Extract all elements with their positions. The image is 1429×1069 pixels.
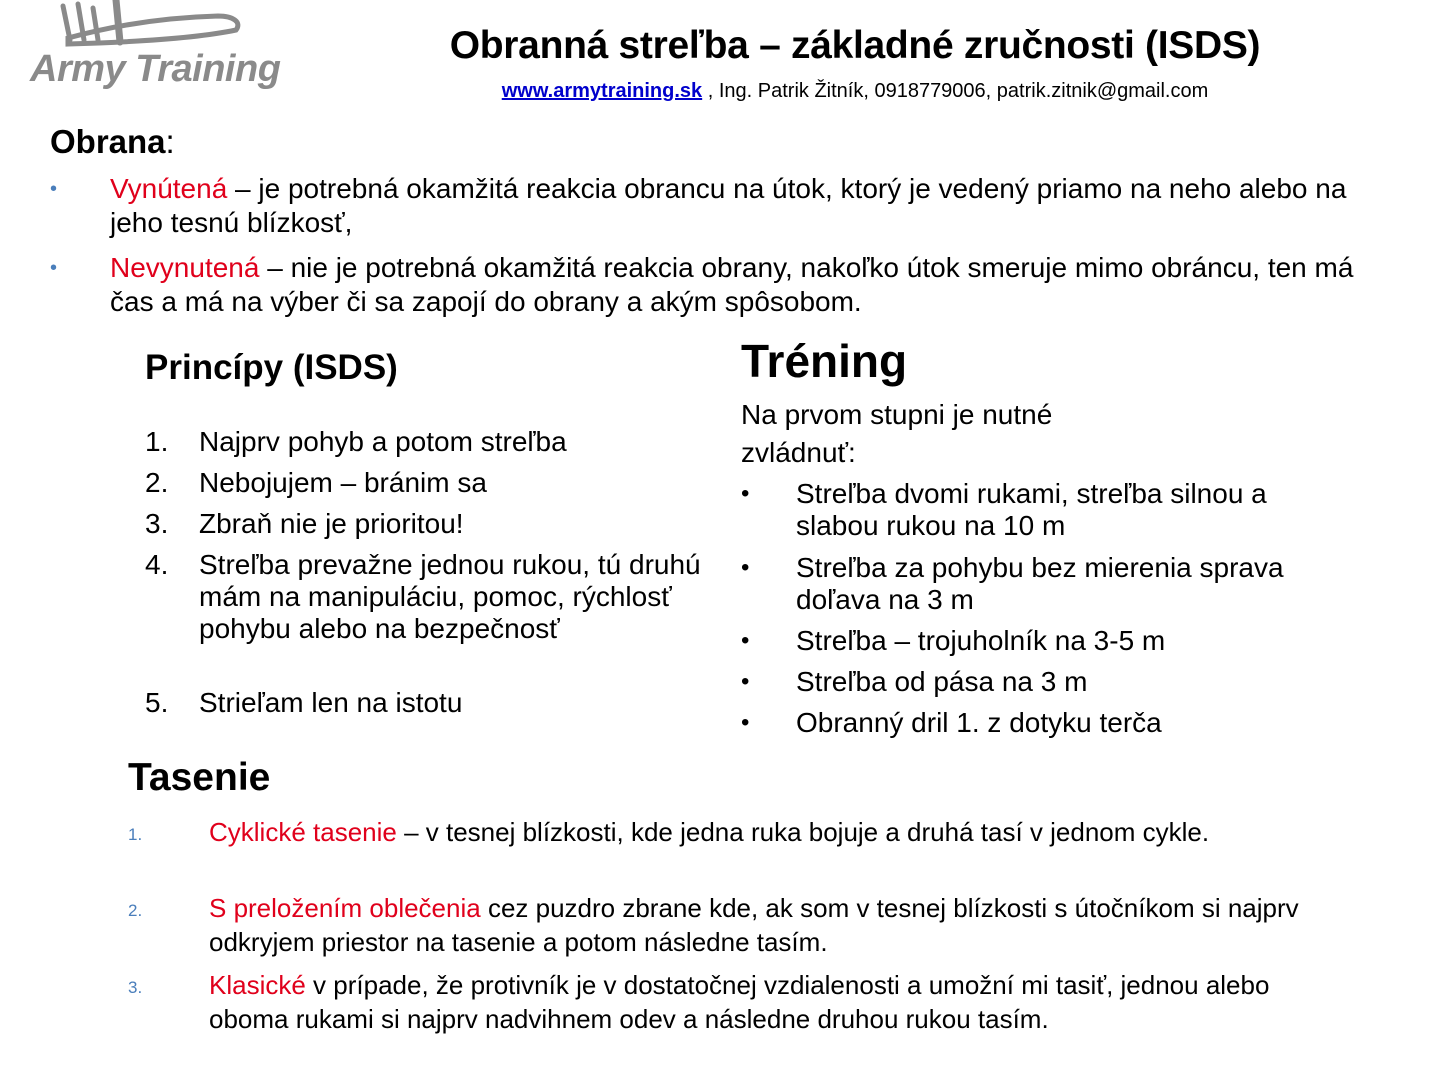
logo-text: Army Training	[30, 48, 281, 90]
trening-intro: Na prvom stupni je nutné zvládnuť:	[741, 399, 1053, 468]
principy-heading: Princípy (ISDS)	[145, 348, 398, 387]
trening-item-text: Streľba od pása na 3 m	[796, 666, 1088, 697]
list-number: 4.	[145, 549, 169, 580]
obrana-description: – je potrebná okamžitá reakcia obrancu na útok, ktorý je vedený priamo na neho alebo na jeho tesnú blízkosť,	[110, 173, 1347, 238]
tasenie-description: cez puzdro zbrane kde, ak som v tesnej blízkosti s útočníkom si najprv odkryjem priestor na tasenie a potom následne tasím.	[209, 893, 1299, 957]
tasenie-description: – v tesnej blízkosti, kde jedna ruka bojuje a druhá tasí v jednom cykle.	[396, 817, 1210, 847]
principy-item-text: Najprv pohyb a potom streľba	[199, 426, 567, 457]
trening-item-text: Streľba – trojuholník na 3-5 m	[796, 625, 1166, 656]
obrana-item-text	[110, 251, 1400, 319]
tasenie-item-text	[209, 968, 1339, 1036]
obrana-heading-suffix: :	[165, 123, 175, 160]
list-number: 2.	[128, 901, 143, 920]
trening-item-text: Streľba dvomi rukami, streľba silnou a slabou rukou na 10 m	[796, 478, 1267, 541]
trening-item-text: Streľba za pohybu bez mierenia sprava doľava na 3 m	[796, 552, 1284, 615]
obrana-term: Vynútená	[110, 173, 228, 204]
obrana-item-text	[110, 172, 1400, 240]
list-number: 3.	[145, 508, 169, 539]
trening-heading: Tréning	[741, 335, 908, 387]
bullet-icon: •	[741, 627, 750, 654]
website-link[interactable]: www.armytraining.sk	[501, 80, 703, 102]
list-number: 5.	[145, 687, 169, 718]
list-item	[50, 172, 1390, 242]
tasenie-item-text	[209, 815, 1339, 849]
tasenie-item-text	[209, 891, 1339, 959]
page-title: Obranná streľba – základné zručnosti (ISDS)	[449, 24, 1261, 67]
tasenie-description: v prípade, že protivník je v dostatočnej vzdialenosti a umožní mi tasiť, jednou alebo oboma rukami si najprv nadvihnem odev a následne druhou rukou tasím.	[209, 970, 1270, 1034]
obrana-heading-label: Obrana	[50, 123, 166, 160]
bullet-icon: •	[741, 709, 750, 736]
principy-item-text: Streľba prevažne jednou rukou, tú druhú mám na manipuláciu, pomoc, rýchlosť pohybu alebo na bezpečnosť	[199, 549, 701, 644]
tasenie-heading: Tasenie	[128, 756, 271, 799]
list-number: 1.	[128, 825, 143, 844]
bullet-icon: •	[741, 554, 750, 581]
obrana-description: – nie je potrebná okamžitá reakcia obrany, nakoľko útok smeruje mimo obráncu, ten má čas a má na výber či sa zapojí do obrany a akým spôsobom.	[110, 252, 1354, 317]
tasenie-term: Cyklické tasenie	[209, 817, 397, 847]
army-training-logo	[28, 0, 281, 95]
list-number: 1.	[145, 426, 169, 457]
tasenie-term: Klasické	[209, 970, 306, 1000]
list-number: 3.	[128, 978, 143, 997]
obrana-heading	[50, 123, 175, 161]
list-item	[50, 251, 1390, 321]
bullet-icon: •	[50, 178, 58, 200]
principy-item-text: Zbraň nie je prioritou!	[199, 508, 464, 539]
principy-item-text: Strieľam len na istotu	[199, 687, 463, 718]
list-number: 2.	[145, 467, 169, 498]
tasenie-term: S preložením oblečenia	[209, 893, 481, 923]
trening-item-text: Obranný dril 1. z dotyku terča	[796, 707, 1162, 738]
principy-item-text: Nebojujem – bránim sa	[199, 467, 487, 498]
bullet-icon: •	[741, 480, 750, 507]
obrana-term: Nevynutená	[110, 252, 260, 283]
contact-line	[300, 80, 1410, 103]
contact-details: , Ing. Patrik Žitník, 0918779006, patrik.zitnik@gmail.com	[702, 80, 1209, 102]
bullet-icon: •	[741, 668, 750, 695]
bullet-icon: •	[50, 257, 58, 279]
